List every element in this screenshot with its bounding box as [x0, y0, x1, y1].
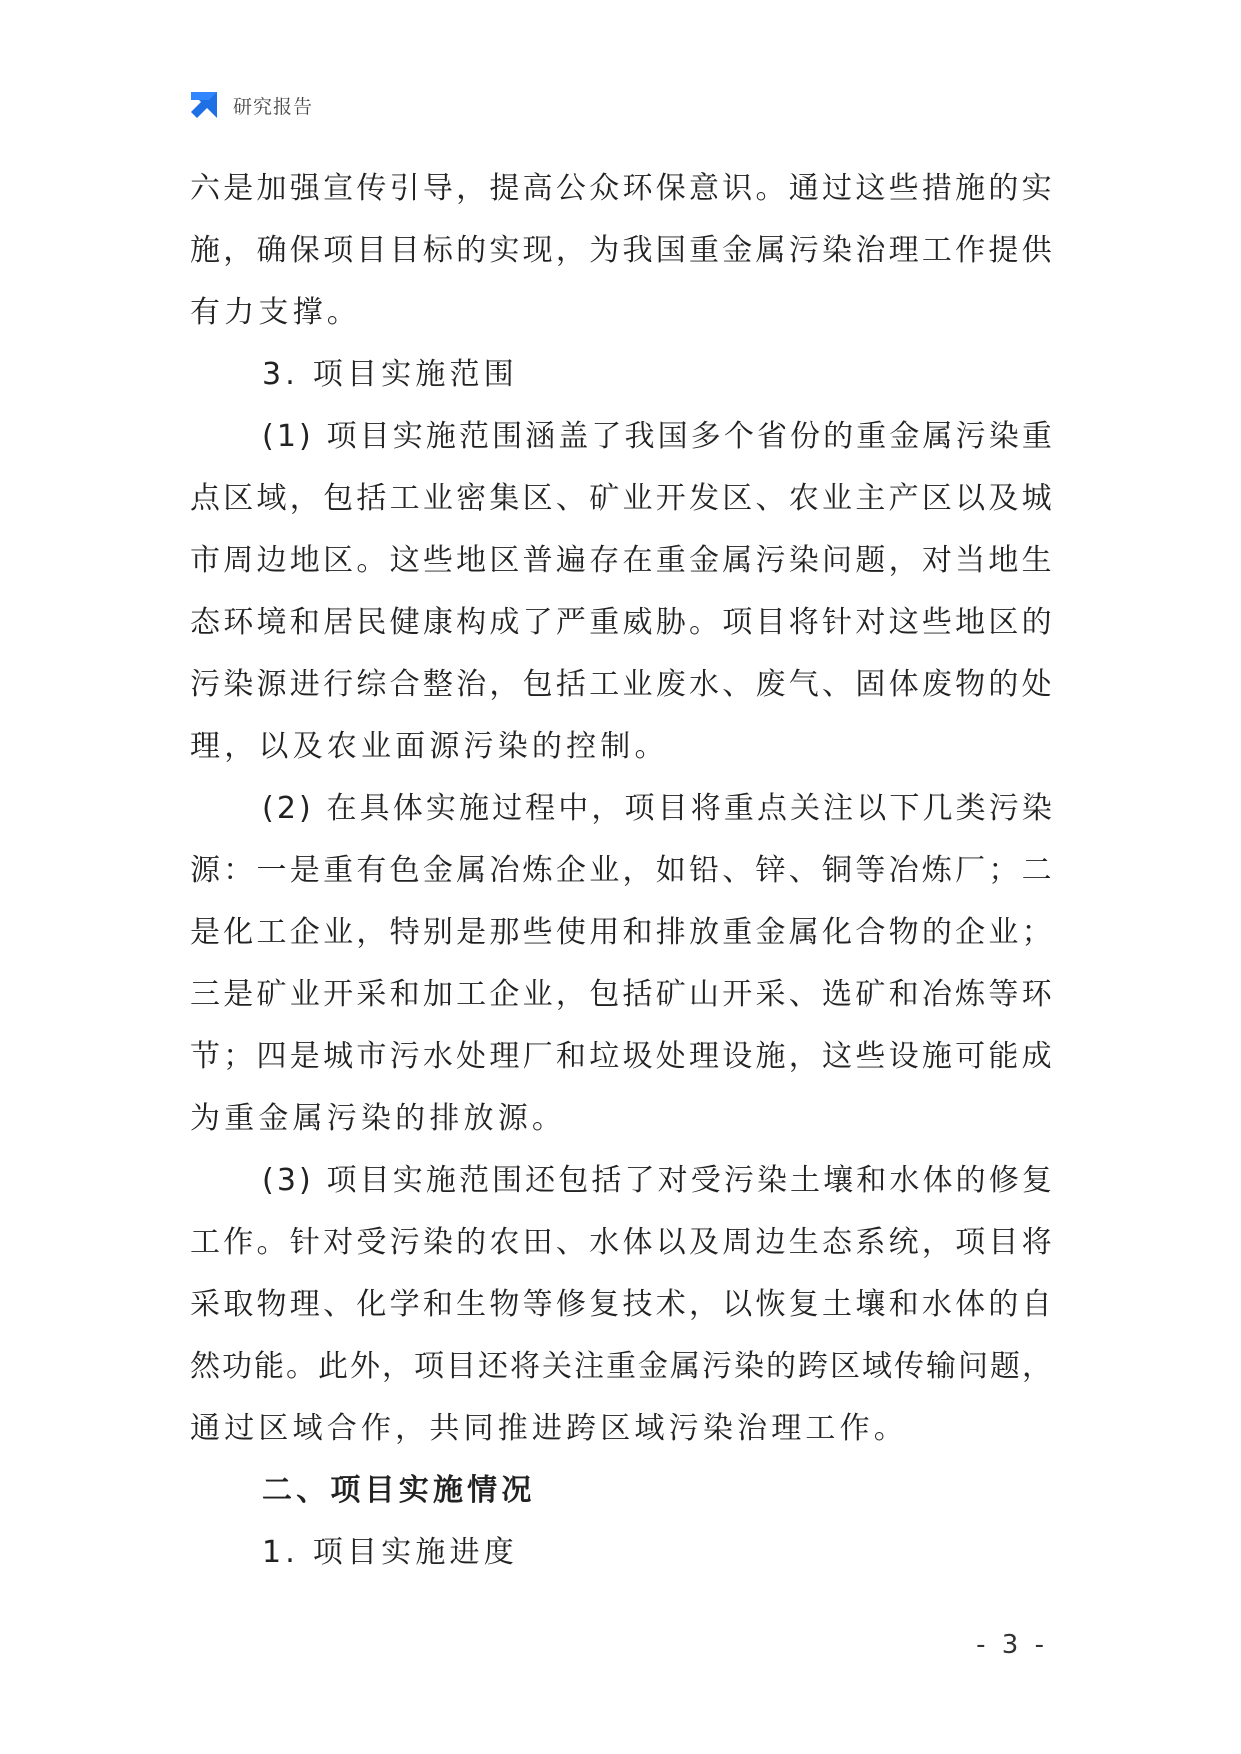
text-line: 六 是 加 强 宣 传 引 导 ， 提 高 公 众 环 保 意 识 。 通 过 这 些 措 施 的 实 [190, 171, 1052, 206]
text-line: 点 区 域 ， 包 括 工 业 密 集 区 、 矿 业 开 发 区 、 农 业 主 产 区 以 及 城 [190, 481, 1052, 516]
arrow-up-right-icon [187, 88, 221, 122]
section-heading: 二 、 项 目 实 施 情 况 [262, 1473, 532, 1508]
text-line: 施 ， 确 保 项 目 目 标 的 实 现 ， 为 我 国 重 金 属 污 染 治 理 工 作 提 供 [190, 233, 1052, 268]
text-line: 1 . 项 目 实 施 进 度 [262, 1535, 514, 1570]
document-body [190, 158, 1052, 1584]
text-line: 工 作 。 针 对 受 污 染 的 农 田 、 水 体 以 及 周 边 生 态 系 统 ， 项 目 将 [190, 1225, 1052, 1260]
text-line: 态 环 境 和 居 民 健 康 构 成 了 严 重 威 胁 。 项 目 将 针 对 这 些 地 区 的 [190, 605, 1052, 640]
text-line: ( 1 ) 项 目 实 施 范 围 涵 盖 了 我 国 多 个 省 份 的 重 金 属 污 染 重 [262, 419, 1052, 454]
text-line: 源 ： 一 是 重 有 色 金 属 冶 炼 企 业 ， 如 铅 、 锌 、 铜 等 冶 炼 厂 ； 二 [190, 853, 1052, 888]
text-line: 通 过 区 域 合 作 ， 共 同 推 进 跨 区 域 污 染 治 理 工 作 。 [190, 1411, 904, 1446]
text-line: ( 2 ) 在 具 体 实 施 过 程 中 ， 项 目 将 重 点 关 注 以 下 几 类 污 染 [262, 791, 1052, 826]
text-line: 采 取 物 理 、 化 学 和 生 物 等 修 复 技 术 ， 以 恢 复 土 壤 和 水 体 的 自 [190, 1287, 1052, 1322]
text-line: 污 染 源 进 行 综 合 整 治 ， 包 括 工 业 废 水 、 废 气 、 固 体 废 物 的 处 [190, 667, 1052, 702]
text-line: 三 是 矿 业 开 采 和 加 工 企 业 ， 包 括 矿 山 开 采 、 选 矿 和 冶 炼 等 环 [190, 977, 1052, 1012]
page-header [187, 88, 313, 122]
text-line: 为 重 金 属 污 染 的 排 放 源 。 [190, 1101, 562, 1136]
header-title: 研究报告 [233, 95, 314, 118]
text-line: 是 化 工 企 业 ， 特 别 是 那 些 使 用 和 排 放 重 金 属 化 合 物 的 企 业 ； [190, 915, 1052, 950]
text-line: 市 周 边 地 区 。 这 些 地 区 普 遍 存 在 重 金 属 污 染 问 题 ， 对 当 地 生 [190, 543, 1052, 578]
text-line: ( 3 ) 项 目 实 施 范 围 还 包 括 了 对 受 污 染 土 壤 和 水 体 的 修 复 [262, 1163, 1052, 1198]
text-line: 然 功 能 。 此 外 ， 项 目 还 将 关 注 重 金 属 污 染 的 跨 区 域 传 输 问 题 ， [190, 1349, 1052, 1384]
text-line: 有 力 支 撑 。 [190, 295, 357, 330]
page-number: - 3 - [976, 1630, 1048, 1660]
text-line: 理 ， 以 及 农 业 面 源 污 染 的 控 制 。 [190, 729, 665, 764]
text-line: 3 . 项 目 实 施 范 围 [262, 357, 514, 392]
text-line: 节 ； 四 是 城 市 污 水 处 理 厂 和 垃 圾 处 理 设 施 ， 这 些 设 施 可 能 成 [190, 1039, 1052, 1074]
